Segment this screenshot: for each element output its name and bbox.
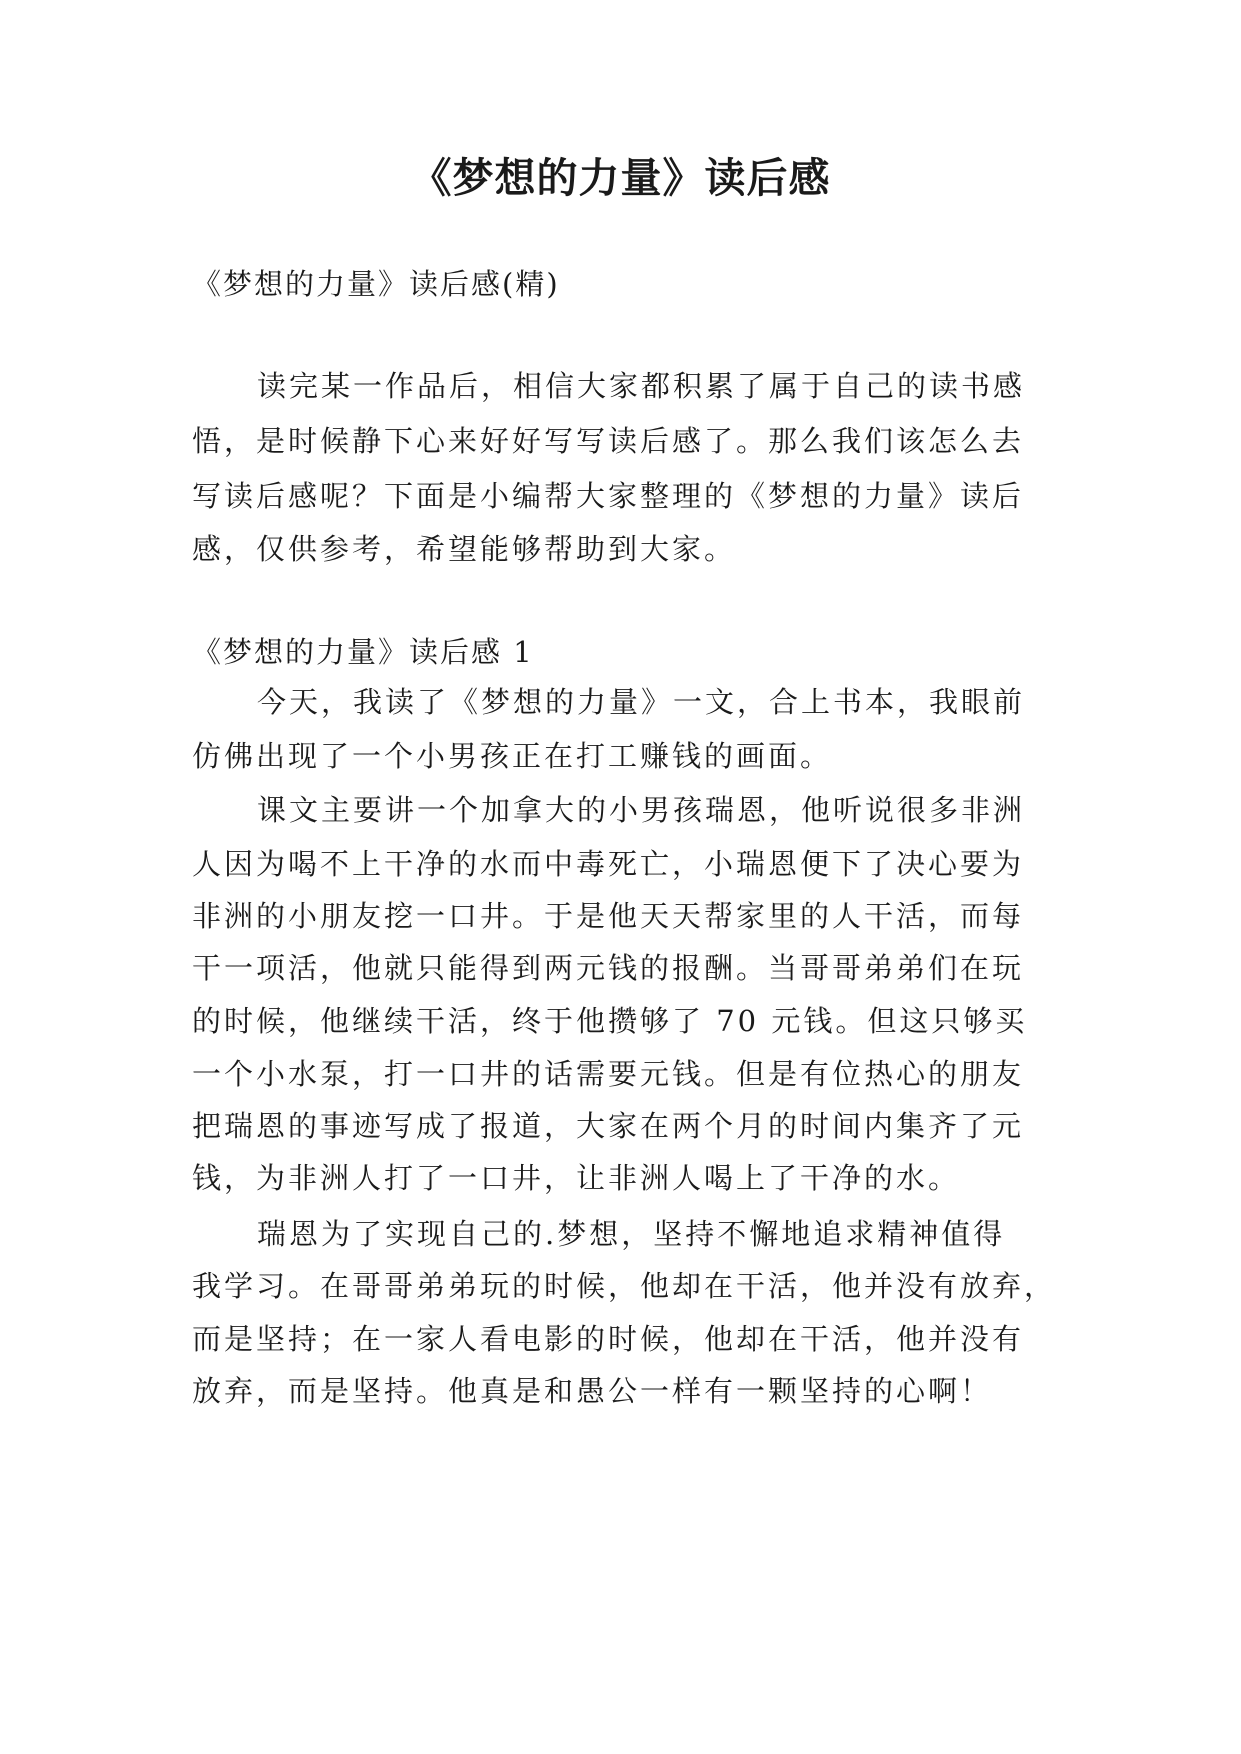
document-subtitle: 《梦想的力量》读后感(精) [192, 267, 560, 301]
paragraph-line: 而是坚持；在一家人看电影的时候，他却在干活，他并没有 [192, 1322, 1025, 1356]
paragraph-line: 非洲的小朋友挖一口井。于是他天天帮家里的人干活，而每 [192, 899, 1025, 933]
paragraph-line: 今天，我读了《梦想的力量》一文，合上书本，我眼前 [257, 685, 1026, 719]
intro-line: 悟，是时候静下心来好好写写读后感了。那么我们该怎么去 [192, 424, 1025, 458]
paragraph-line: 一个小水泵，打一口井的话需要元钱。但是有位热心的朋友 [192, 1057, 1025, 1091]
intro-line: 读完某一作品后，相信大家都积累了属于自己的读书感 [257, 369, 1026, 403]
intro-line: 感，仅供参考，希望能够帮助到大家。 [192, 532, 737, 566]
paragraph-line: 放弃，而是坚持。他真是和愚公一样有一颗坚持的心啊！ [192, 1374, 993, 1408]
section-heading: 《梦想的力量》读后感 1 [192, 635, 534, 669]
paragraph-line: 钱，为非洲人打了一口井，让非洲人喝上了干净的水。 [192, 1161, 961, 1195]
paragraph-line: 课文主要讲一个加拿大的小男孩瑞恩，他听说很多非洲 [257, 793, 1026, 827]
intro-line: 写读后感呢？下面是小编帮大家整理的《梦想的力量》读后 [192, 479, 1025, 513]
document-title: 《梦想的力量》读后感 [410, 154, 831, 202]
paragraph-line: 的时候，他继续干活，终于他攒够了 70 元钱。但这只够买 [192, 1004, 1028, 1038]
paragraph-line: 把瑞恩的事迹写成了报道，大家在两个月的时间内集齐了元 [192, 1109, 1025, 1143]
paragraph-line: 人因为喝不上干净的水而中毒死亡，小瑞恩便下了决心要为 [192, 847, 1025, 881]
paragraph-line: 我学习。在哥哥弟弟玩的时候，他却在干活，他并没有放弃， [192, 1269, 1057, 1303]
paragraph-line: 干一项活，他就只能得到两元钱的报酬。当哥哥弟弟们在玩 [192, 951, 1025, 985]
paragraph-line: 瑞恩为了实现自己的.梦想，坚持不懈地追求精神值得 [257, 1217, 1006, 1251]
paragraph-line: 仿佛出现了一个小男孩正在打工赚钱的画面。 [192, 739, 833, 773]
